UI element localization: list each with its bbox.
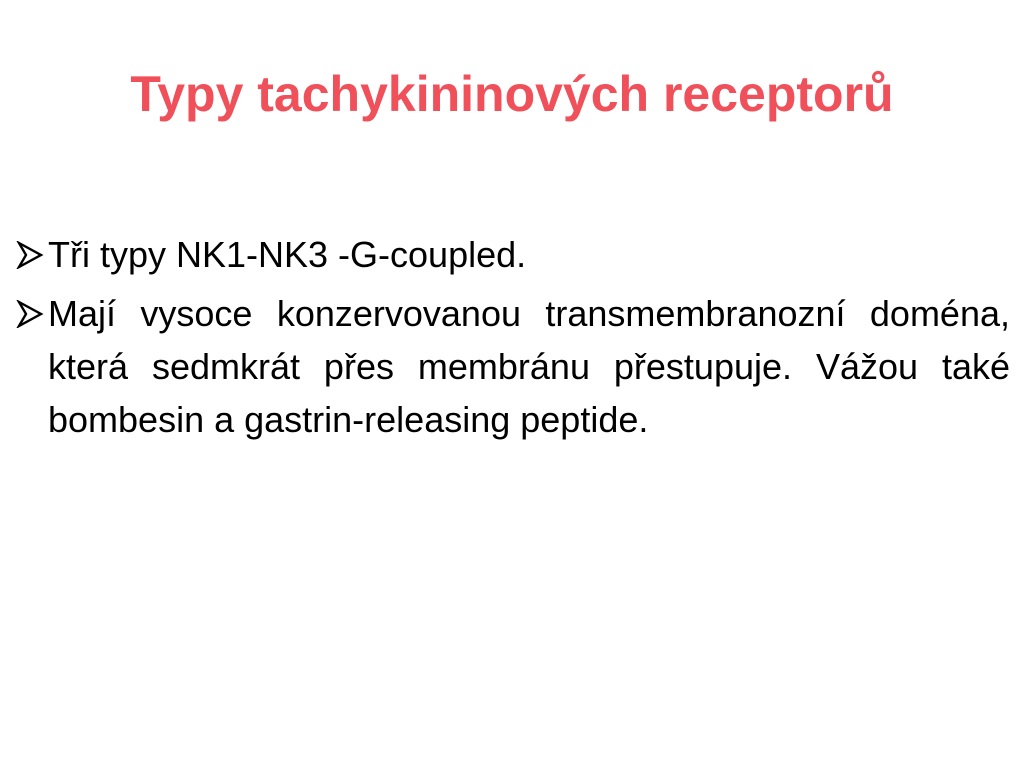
bullet-item	[14, 228, 1010, 281]
arrowhead-bullet-icon	[14, 287, 48, 340]
slide-title: Typy tachykininových receptorů	[130, 66, 894, 122]
bullet-list	[14, 228, 1010, 452]
bullet-text: Mají vysoce konzervovanou transmembranozní doména, která sedmkrát přes membránu přestupuje. Vážou také bombesin a gastrin-releasing peptide.	[48, 293, 1010, 440]
arrowhead-bullet-icon	[14, 228, 48, 281]
bullet-text: Tři typy NK1-NK3 -G-coupled.	[48, 234, 527, 275]
bullet-item	[14, 287, 1010, 446]
